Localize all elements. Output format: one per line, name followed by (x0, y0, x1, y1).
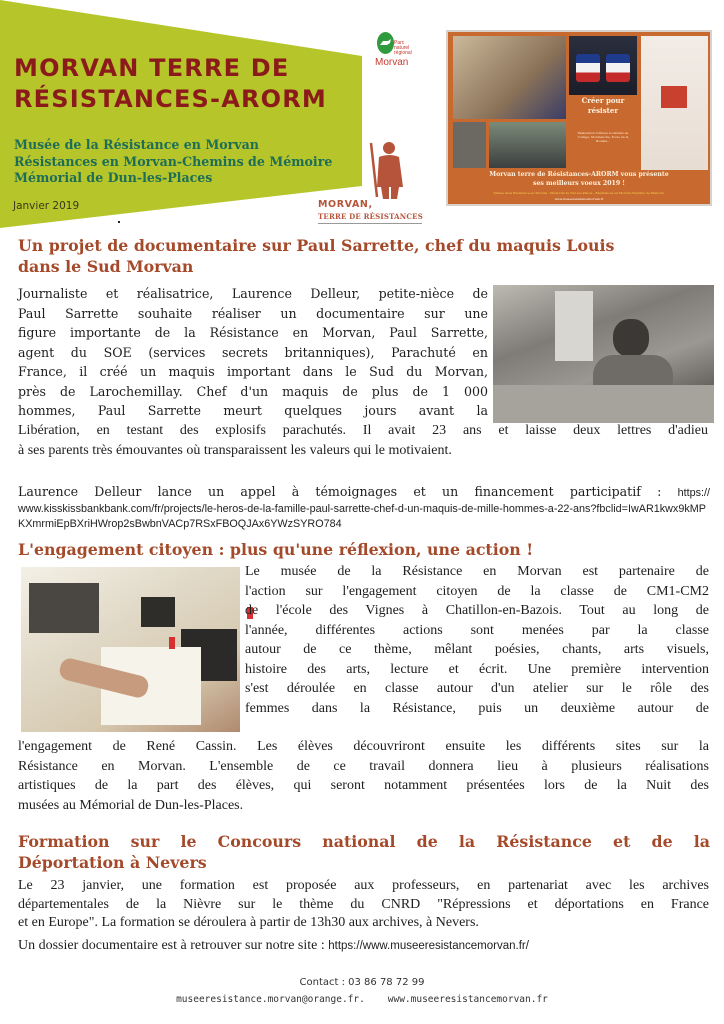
mtr-logo-subtitle: TERRE DE RÉSISTANCES (318, 212, 423, 221)
contact-line (0, 994, 724, 1005)
article-1-heading-line-2: dans le Sud Morvan (18, 257, 194, 276)
mtr-logo-underline (318, 223, 422, 224)
card-photo-hand (453, 122, 486, 168)
parc-label-big: Morvan (375, 57, 409, 68)
card-greeting (452, 170, 706, 188)
paul-sarrette-photo (493, 285, 714, 423)
card-small-text: Réalisation d'élèves scolarisés au Collège, Montsauche, École de la Boulaie... (577, 131, 629, 143)
contact-email-link[interactable]: museeresistance.morvan@orange.fr. (176, 994, 365, 1005)
resistance-fighter-icon (363, 139, 407, 199)
article-1-line: à ses parents très émouvantes où transparaissent les valeurs qui le motivaient. (18, 442, 452, 458)
article-1-line: hommes, Paul Sarrette meurt quelques jours avant la (18, 403, 488, 418)
issue-date: Janvier 2019 (13, 200, 80, 212)
photo-red-tab (169, 637, 175, 649)
crowdfunding-link[interactable]: www.kisskissbankbank.com/fr/projects/le-heros-de-la-famille-paul-sarrette-chef-d-un-maquis-de-mille-hommes-a-22-ans?fbclid=IwAR1kwx9kMPKXmrmiEpBXriHWrop2sBwbnVACp7RSxFBOQJAx6YWzSYRO784 (18, 503, 706, 530)
article-2-line: artistiques de la part des élèves, qui seront notamment présentées lors de la Nuit des (18, 778, 709, 793)
contact-website-link[interactable]: www.museeresistancemorvan.fr (387, 994, 548, 1005)
article-3-heading (18, 831, 710, 873)
article-1-line: près de Larochemillay. Chef d'un maquis de plus de 1 000 (18, 383, 488, 399)
title-line-1: MORVAN TERRE DE (14, 54, 290, 82)
card-greeting-line-2: ses meilleurs voeux 2019 ! (532, 180, 626, 187)
mtr-logo-name: MORVAN, (318, 199, 373, 210)
article-1-line: France, il créé un maquis important dans le Sud du Morvan, (18, 364, 488, 379)
photo-head (613, 319, 649, 357)
article-1-heading-line-1: Un projet de documentaire sur Paul Sarrette, chef du maquis Louis (18, 236, 615, 255)
card-red-poster (661, 86, 687, 108)
header-banner (0, 0, 364, 230)
article-2-body-wrap (245, 562, 709, 718)
photo-window (555, 291, 593, 361)
card-photo-drawings (641, 36, 708, 170)
article-1-line: Journaliste et réalisatrice, Laurence Delleur, petite-nièce de (18, 286, 488, 301)
appeal-text: Laurence Delleur lance un appel à témoignages et un financement participatif : (18, 484, 662, 499)
article-1-line: Libération, en testant des explosifs parachutés. Il avait 23 ans et laisse deux lettres d'adieu (18, 423, 708, 438)
article-2-heading: L'engagement citoyen : plus qu'une réflexion, une action ! (18, 540, 534, 559)
article-1-line: agent du SOE (services secrets britanniques), Parachuté en (18, 344, 488, 360)
article-2-line: Résistance en Morvan. L'ensemble de ce travail donnera lieu à plusieurs réalisations (18, 758, 709, 774)
article-3-line: et en Europe". La formation se déroulera à partir de 13h30 aux archives, à Nevers. (18, 915, 479, 930)
crowdfunding-link-start[interactable]: https:// (677, 487, 710, 499)
article-2-line: l'engagement de René Cassin. Les élèves découvriront ensuite les différents sites sur la (18, 739, 709, 754)
article-2-line: l'action sur l'engagement citoyen de la classe de CM1-CM2 (245, 583, 709, 599)
article-2-line: femmes dans la Résistance, puis un deuxième autour de (245, 700, 709, 716)
newsletter-title (14, 53, 354, 115)
card-greeting-line-1: Morvan terre de Résistances-ARORM vous présente (489, 171, 669, 178)
parc-naturel-morvan-logo (370, 30, 412, 80)
article-1-body-wrap (18, 284, 488, 421)
article-2-line: de l'école des Vignes à Chatillon-en-Bazois. Tout au long de (245, 603, 709, 618)
organization-list (14, 137, 364, 187)
article-2-line: s'est déroulée en classe autour d'un atelier sur le rôle des (245, 681, 709, 696)
parc-label-small: Parc naturel régional (394, 40, 412, 56)
photo-document-1 (29, 583, 99, 633)
photo-document-2 (141, 597, 175, 627)
photo-desk (493, 385, 714, 423)
armband-right-icon (606, 54, 630, 82)
card-photo-students (489, 122, 566, 168)
organization-2: Résistances en Morvan-Chemins de Mémoire (14, 153, 333, 169)
article-3-dossier (18, 936, 709, 957)
article-2-body-full (18, 737, 709, 815)
classroom-photo (21, 567, 240, 732)
contact-phone: Contact : 03 86 78 72 99 (299, 977, 425, 988)
article-3-line: Le 23 janvier, une formation est proposée aux professeurs, en partenariat avec les archives (18, 878, 709, 893)
article-3-heading-line-1: Formation sur le Concours national de la Résistance et de la (18, 832, 710, 851)
article-1-appeal (18, 482, 710, 504)
museum-website-link[interactable]: https://www.museeresistancemorvan.fr/ (328, 940, 529, 952)
greeting-card-image (446, 30, 712, 206)
armband-left-icon (576, 54, 600, 82)
article-2-line: autour de ce thème, mêlant poésies, chants, arts visuels, (245, 642, 709, 657)
organization-1: Musée de la Résistance en Morvan (14, 137, 259, 152)
card-photo-armbands (569, 36, 637, 95)
article-3-line: départementales de la Nièvre sur le thème du CNRD "Répressions et déportations en France (18, 896, 709, 912)
morvan-terre-resistances-logo (316, 135, 426, 227)
card-photo-exhibit (453, 36, 566, 119)
article-1-line: figure importante de la Résistance en Morvan, Paul Sarrette, (18, 325, 488, 340)
decorative-dot (118, 221, 120, 223)
article-3-body (18, 877, 709, 933)
title-line-2: RÉSISTANCES-ARORM (14, 85, 328, 113)
article-2-line: histoire des arts, lecture et écrit. Une première intervention (245, 661, 709, 677)
dossier-text: Un dossier documentaire est à retrouver sur notre site : (18, 938, 325, 953)
article-2-line: l'année, différentes actions sont menées par la classe (245, 622, 709, 638)
article-3-heading-line-2: Déportation à Nevers (18, 853, 207, 872)
article-2-line: musées au Mémorial de Dun-les-Places. (18, 797, 244, 813)
parc-horse-icon (377, 32, 394, 54)
card-footer: Musée de la Résistance en Morvan - Mémorial de Dun-les-Places - Résistances en Morvan-Chemins de Mémoire (493, 191, 665, 195)
card-url: www.museeresistancemorvan.fr (554, 197, 604, 201)
article-1-line: Paul Sarrette souhaite réaliser un documentaire sur une (18, 305, 488, 321)
article-2-line: Le musée de la Résistance en Morvan est partenaire de (245, 564, 709, 579)
card-creer-text: Créer pour résister (581, 96, 625, 115)
article-1-heading (18, 235, 718, 277)
organization-3: Mémorial de Dun-les-Places (14, 170, 213, 185)
article-1-body-full (18, 421, 708, 460)
